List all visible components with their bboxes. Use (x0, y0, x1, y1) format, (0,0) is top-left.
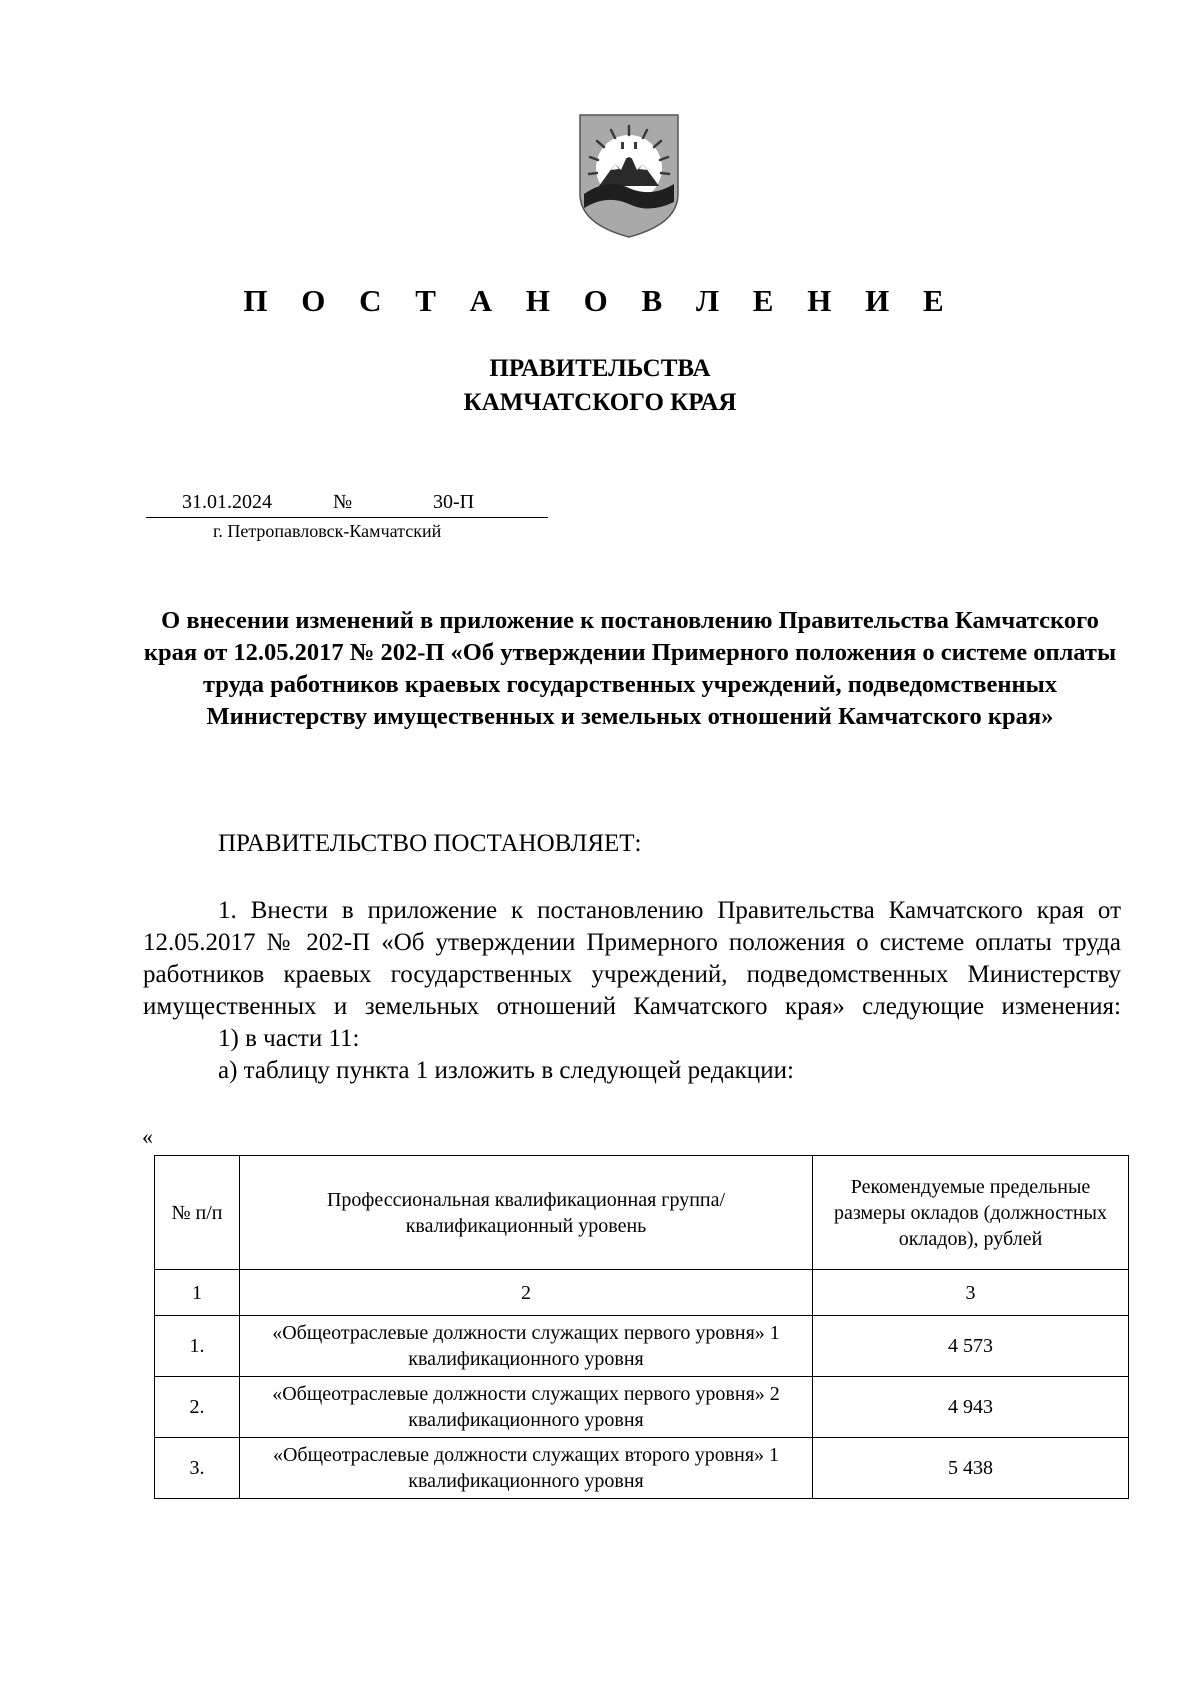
header-group: Профессиональная квалификационная группа/ квалификационный уровень (240, 1156, 813, 1270)
date-number-line (146, 489, 548, 518)
header-number: № п/п (155, 1156, 240, 1270)
row-salary: 5 438 (813, 1438, 1129, 1499)
document-date: 31.01.2024 (182, 491, 272, 513)
document-type-title: П О С Т А Н О В Л Е Н И Е (243, 283, 957, 318)
document-number: 30-П (433, 491, 475, 513)
column-number-3: 3 (813, 1270, 1129, 1316)
issuer-line-2: КАМЧАТСКОГО КРАЯ (463, 389, 737, 416)
header-salary: Рекомендуемые предельные размеры окладов (должностных окладов), рублей (813, 1156, 1129, 1270)
salary-table (154, 1155, 1129, 1499)
opening-quote: « (142, 1124, 153, 1149)
table-row (155, 1438, 1129, 1499)
row-salary: 4 573 (813, 1316, 1129, 1377)
row-group: «Общеотраслевые должности служащих второго уровня» 1 квалификационного уровня (240, 1438, 813, 1499)
row-salary: 4 943 (813, 1377, 1129, 1438)
issuer-line-1: ПРАВИТЕЛЬСТВА (489, 355, 711, 382)
kamchatka-coat-of-arms-icon (577, 112, 681, 240)
number-sign: № (333, 491, 353, 513)
row-group: «Общеотраслевые должности служащих первого уровня» 2 квалификационного уровня (240, 1377, 813, 1438)
paragraph-2: 1) в части 11: (218, 1025, 360, 1052)
table-row (155, 1377, 1129, 1438)
table-row (155, 1316, 1129, 1377)
paragraph-3: а) таблицу пункта 1 изложить в следующей редакции: (218, 1057, 794, 1084)
row-number: 1. (155, 1316, 240, 1377)
resolution-heading: О внесении изменений в приложение к постановлению Правительства Камчатского края от 12.05.2017 № 202-П «Об утверждении Примерного положения о системе оплаты труда работников краевых государственных учреждений, подведомственных Министерству имущественных и земельных отношений Камчатского края» (143, 607, 1117, 730)
column-number-2: 2 (240, 1270, 813, 1316)
resolution-body (143, 895, 1121, 1087)
place-of-issue: г. Петропавловск-Камчатский (213, 521, 442, 541)
decree-phrase: ПРАВИТЕЛЬСТВО ПОСТАНОВЛЯЕТ: (218, 830, 642, 857)
row-group: «Общеотраслевые должности служащих первого уровня» 1 квалификационного уровня (240, 1316, 813, 1377)
paragraph-1: 1. Внести в приложение к постановлению Правительства Камчатского края от 12.05.2017 № 202-П «Об утверждении Примерного положения о системе оплаты труда работников краевых государственных учреждений, подведомственных Министерству имущественных и земельных отношений Камчатского края» следующие изменения: (143, 897, 1121, 1020)
table-header-row (155, 1156, 1129, 1270)
table-numbering-row (155, 1270, 1129, 1316)
row-number: 3. (155, 1438, 240, 1499)
row-number: 2. (155, 1377, 240, 1438)
column-number-1: 1 (155, 1270, 240, 1316)
